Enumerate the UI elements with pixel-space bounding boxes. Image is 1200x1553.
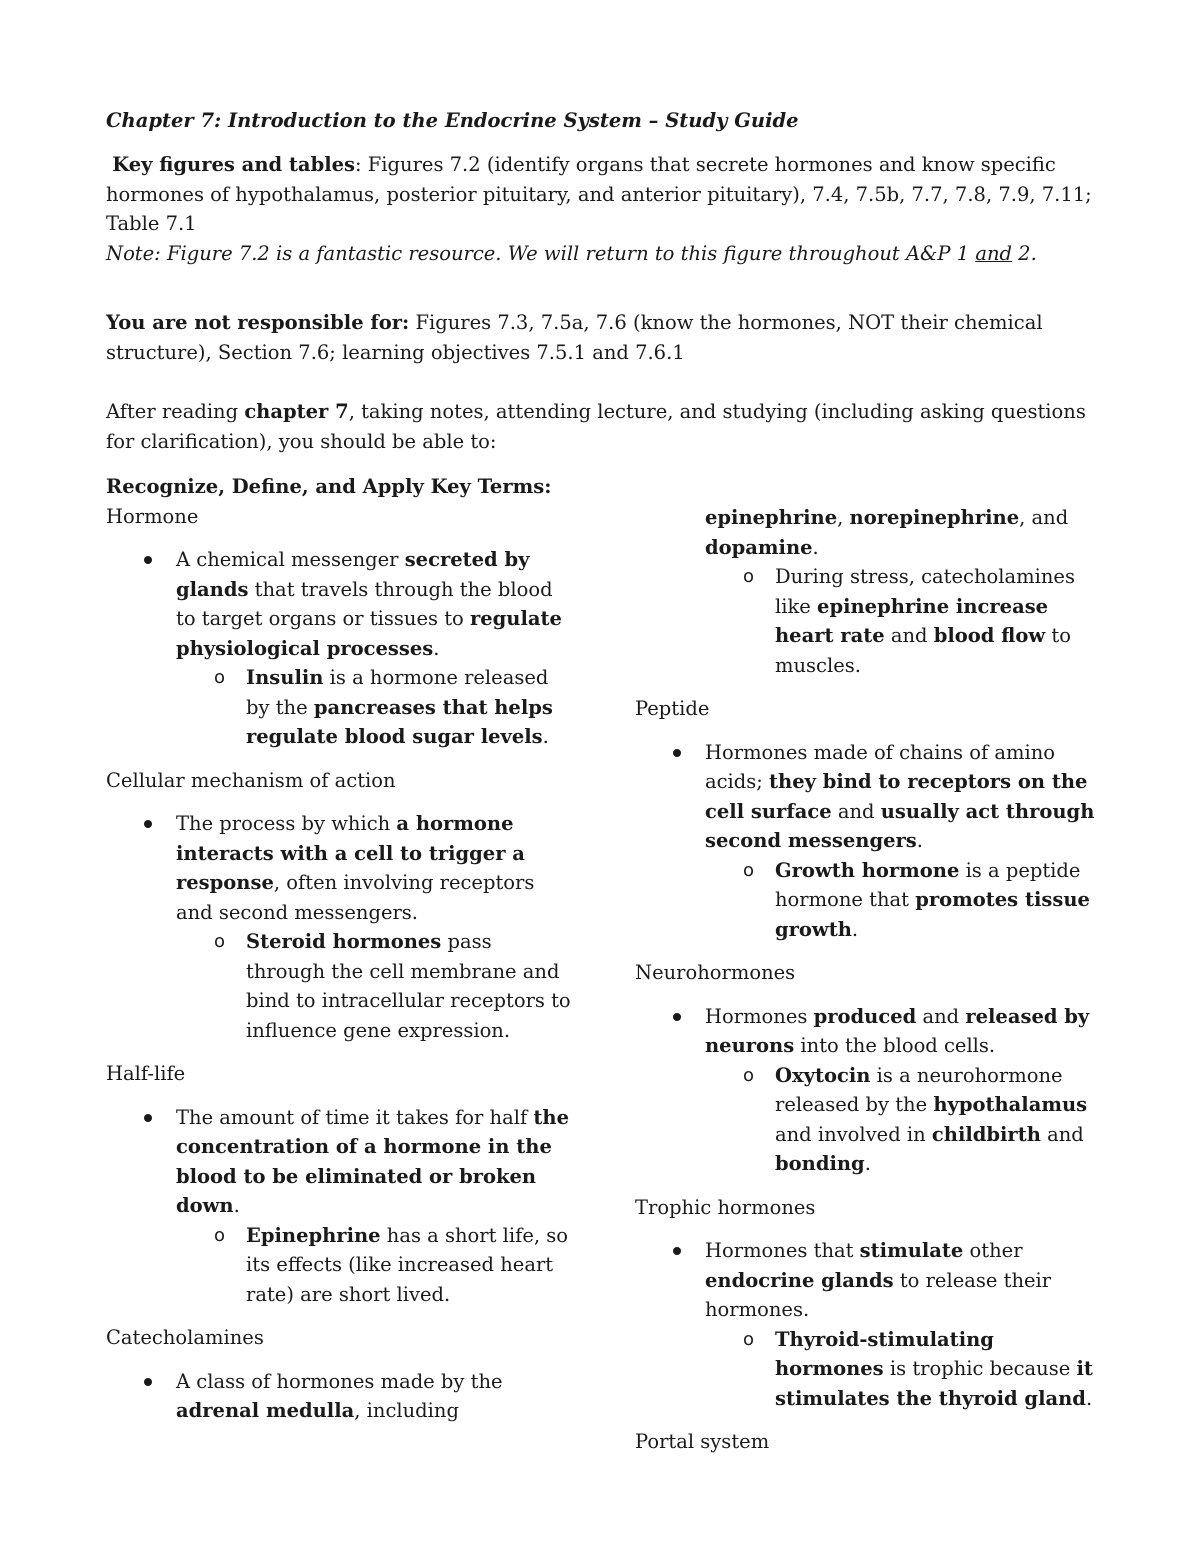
note-text: Note: Figure 7.2 is a fantastic resource. We will return to this figure throughout A&P 1 and 2. (106, 241, 1037, 265)
catecholamines-bullets (106, 1367, 576, 1426)
term-half-life: Half-life (106, 1062, 186, 1085)
list-item: o During stress, catecholamines like epinephrine increase heart rate and blood flow to muscles. (775, 562, 1105, 680)
page-title: Chapter 7: Introduction to the Endocrine System – Study Guide (106, 109, 799, 132)
list-item: A class of hormones made by the adrenal medulla, including (176, 1367, 576, 1426)
list-item: A chemical messenger secreted by glands that travels through the blood to target organs or tissues to regulate physiological processes. o Insulin is a hormone released by the pancreases that helps regulate blood sugar levels. (176, 545, 576, 752)
hormone-bullets (106, 545, 576, 752)
left-column (106, 472, 576, 1426)
key-figures-label: Key figures and tables (112, 153, 355, 176)
term-hormone: Hormone (106, 504, 199, 528)
list-item: o Thyroid-stimulating hormones is trophic because it stimulates the thyroid gland. (775, 1325, 1105, 1414)
term-portal-system: Portal system (635, 1430, 770, 1453)
list-item: o Oxytocin is a neurohormone released by the hypothalamus and involved in childbirth and bonding. (775, 1061, 1105, 1179)
term-peptide: Peptide (635, 697, 710, 720)
cellular-bullets (106, 809, 576, 1045)
list-item: o Growth hormone is a peptide hormone that promotes tissue growth. (775, 856, 1105, 945)
list-item: o Epinephrine has a short life, so its effects (like increased heart rate) are short lived. (246, 1221, 576, 1310)
list-item: Hormones made of chains of amino acids; they bind to receptors on the cell surface and usually act through second messengers. o Growth hormone is a peptide hormone that promotes tissue growth. (705, 738, 1105, 945)
term-cellular-mechanism: Cellular mechanism of action (106, 768, 396, 792)
trophic-bullets (635, 1236, 1105, 1413)
list-item: o Steroid hormones pass through the cell membrane and bind to intracellular receptors to influence gene expression. (246, 927, 576, 1045)
term-trophic-hormones: Trophic hormones (635, 1195, 816, 1219)
not-responsible-label: You are not responsible for: (106, 311, 410, 334)
list-item: Hormones that stimulate other endocrine glands to release their hormones. o Thyroid-stimulating hormones is trophic because it stimulates the thyroid gland. (705, 1236, 1105, 1413)
list-item: The process by which a hormone interacts with a cell to trigger a response, often involving receptors and second messengers. o Steroid hormones pass through the cell membrane and bind to intracellular receptors to influence gene expression. (176, 809, 576, 1045)
halflife-bullets (106, 1103, 576, 1310)
neuro-bullets (635, 1002, 1105, 1179)
list-item: o Insulin is a hormone released by the pancreases that helps regulate blood sugar levels. (246, 663, 576, 752)
not-responsible-paragraph: You are not responsible for: Figures 7.3, 7.5a, 7.6 (know the hormones, NOT their chemical structure), Section 7.6; learning objectives 7.5.1 and 7.6.1 (106, 311, 1043, 364)
catecholamines-continued: epinephrine, norepinephrine, and dopamine. o During stress, catecholamines like epinephrine increase heart rate and blood flow to muscles. (635, 503, 1105, 680)
term-catecholamines: Catecholamines (106, 1326, 264, 1349)
section-heading: Recognize, Define, and Apply Key Terms: (106, 475, 552, 498)
right-column (635, 503, 1105, 1457)
after-reading-paragraph: After reading chapter 7, taking notes, attending lecture, and studying (including asking questions for clarification), you should be able to: (106, 400, 1086, 453)
term-neurohormones: Neurohormones (635, 961, 796, 984)
list-item: Hormones produced and released by neurons into the blood cells. o Oxytocin is a neurohormone released by the hypothalamus and involved in childbirth and bonding. (705, 1002, 1105, 1179)
peptide-bullets (635, 738, 1105, 945)
list-item: The amount of time it takes for half the concentration of a hormone in the blood to be eliminated or broken down. o Epinephrine has a short life, so its effects (like increased heart rate) are short lived. (176, 1103, 576, 1310)
key-figures-paragraph: Key figures and tables: Figures 7.2 (identify organs that secrete hormones and know specific hormones of hypothalamus, posterior pituitary, and anterior pituitary), 7.4, 7.5b, 7.7, 7.8, 7.9, 7.11; Table 7.1 Note: Figure 7.2 is a fantastic resource. We will return to this figure throughout A&P 1 and 2. (106, 153, 1092, 265)
